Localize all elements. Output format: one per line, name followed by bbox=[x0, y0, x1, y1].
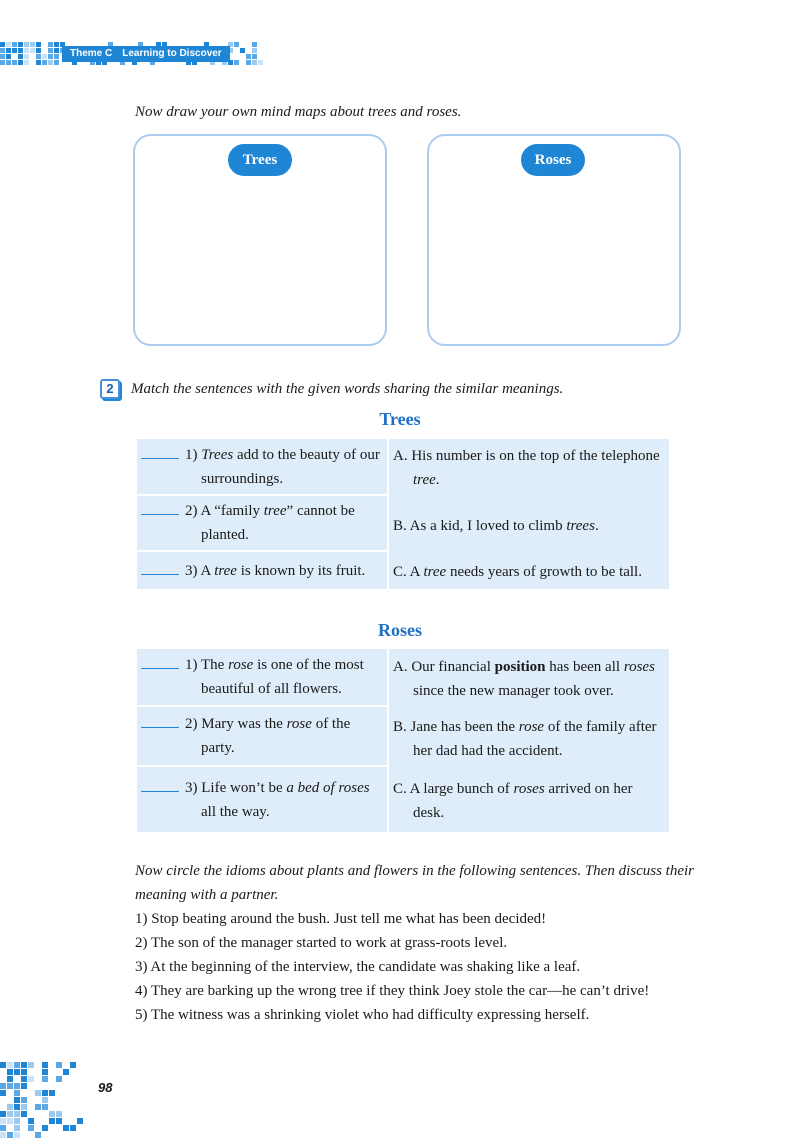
pixel-tile bbox=[24, 42, 29, 47]
pixel-tile bbox=[48, 42, 53, 47]
header-title: Learning to Discover bbox=[122, 48, 222, 59]
pixel-tile bbox=[0, 42, 5, 47]
answer-blank[interactable] bbox=[141, 727, 179, 728]
pixel-tile bbox=[42, 1125, 48, 1131]
pixel-tile bbox=[54, 60, 59, 65]
pixel-tile bbox=[28, 1125, 34, 1131]
table-row bbox=[137, 439, 669, 495]
pixel-tile bbox=[28, 1076, 34, 1082]
mindmap-instruction: Now draw your own mind maps about trees and roses. bbox=[135, 104, 462, 120]
roses-sentence-3: 3) Life won’t be a bed of roses all the way. bbox=[137, 766, 388, 832]
pixel-tile bbox=[252, 48, 257, 53]
pixel-tile bbox=[6, 54, 11, 59]
pixel-tile bbox=[42, 1076, 48, 1082]
pixel-tile bbox=[49, 1090, 55, 1096]
pixel-tile bbox=[48, 48, 53, 53]
pixel-tile bbox=[240, 48, 245, 53]
pixel-tile bbox=[63, 1069, 69, 1075]
pixel-tile bbox=[24, 54, 29, 59]
pixel-tile bbox=[252, 54, 257, 59]
pixel-tile bbox=[42, 60, 47, 65]
pixel-tile bbox=[24, 60, 29, 65]
pixel-tile bbox=[0, 1118, 6, 1124]
pixel-tile bbox=[35, 1104, 41, 1110]
pixel-tile bbox=[12, 42, 17, 47]
pixel-tile bbox=[14, 1090, 20, 1096]
pixel-tile bbox=[14, 1083, 20, 1089]
pixel-tile bbox=[21, 1097, 27, 1103]
pixel-tile bbox=[49, 1111, 55, 1117]
roses-match-table bbox=[137, 649, 669, 832]
header-label bbox=[62, 46, 230, 62]
answer-blank[interactable] bbox=[141, 791, 179, 792]
pixel-tile bbox=[14, 1097, 20, 1103]
pixel-tile bbox=[24, 48, 29, 53]
pixel-tile bbox=[6, 48, 11, 53]
pixel-tile bbox=[7, 1118, 13, 1124]
pixel-tile bbox=[252, 60, 257, 65]
trees-options: A. His number is on the top of the telephone tree. B. As a kid, I loved to climb trees. C. A tree needs years of growth to be tall. bbox=[388, 439, 669, 589]
pixel-tile bbox=[7, 1104, 13, 1110]
header-theme: Theme C bbox=[70, 48, 113, 59]
exercise-instruction: Match the sentences with the given words sharing the similar meanings. bbox=[131, 381, 564, 397]
pixel-tile bbox=[246, 60, 251, 65]
pixel-tile bbox=[7, 1132, 13, 1138]
pixel-tile bbox=[0, 1062, 6, 1068]
pixel-tile bbox=[36, 60, 41, 65]
pixel-tile bbox=[35, 1090, 41, 1096]
pixel-tile bbox=[36, 48, 41, 53]
trees-match-table bbox=[137, 439, 669, 589]
trees-sentence-2: 2) A “family tree” cannot be planted. bbox=[137, 495, 388, 551]
pixel-tile bbox=[12, 48, 17, 53]
footer-pixel-band bbox=[0, 1062, 100, 1138]
roses-section-title: Roses bbox=[378, 620, 422, 640]
pixel-tile bbox=[42, 54, 47, 59]
pixel-tile bbox=[0, 1083, 6, 1089]
pixel-tile bbox=[7, 1062, 13, 1068]
trees-sentence-3: 3) A tree is known by its fruit. bbox=[137, 551, 388, 589]
page-number: 98 bbox=[98, 1080, 113, 1095]
pixel-tile bbox=[36, 54, 41, 59]
trees-pill: Trees bbox=[228, 144, 292, 176]
answer-blank[interactable] bbox=[141, 514, 179, 515]
pixel-tile bbox=[48, 60, 53, 65]
pixel-tile bbox=[56, 1062, 62, 1068]
pixel-tile bbox=[28, 1062, 34, 1068]
pixel-tile bbox=[0, 1132, 6, 1138]
answer-blank[interactable] bbox=[141, 574, 179, 575]
pixel-tile bbox=[0, 1111, 6, 1117]
roses-options: A. Our financial position has been all roses since the new manager took over. B. Jane has been the rose of the family after her dad had the accident. C. A large bunch of roses arrived on her desk. bbox=[388, 649, 669, 832]
pixel-tile bbox=[234, 60, 239, 65]
trees-section-title: Trees bbox=[379, 409, 421, 429]
pixel-tile bbox=[234, 42, 239, 47]
list-item: 2) The son of the manager started to work at grass-roots level. bbox=[135, 935, 508, 951]
pixel-tile bbox=[6, 60, 11, 65]
pixel-tile bbox=[70, 1125, 76, 1131]
list-item: 5) The witness was a shrinking violet who had difficulty expressing herself. bbox=[135, 1007, 590, 1023]
pixel-tile bbox=[0, 1125, 6, 1131]
pixel-tile bbox=[42, 1069, 48, 1075]
pixel-tile bbox=[54, 54, 59, 59]
pixel-tile bbox=[7, 1083, 13, 1089]
pixel-tile bbox=[30, 48, 35, 53]
pixel-tile bbox=[21, 1076, 27, 1082]
roses-sentence-2: 2) Mary was the rose of the party. bbox=[137, 706, 388, 766]
pixel-tile bbox=[246, 54, 251, 59]
pixel-tile bbox=[48, 54, 53, 59]
pixel-tile bbox=[28, 1118, 34, 1124]
pixel-tile bbox=[14, 1069, 20, 1075]
exercise-number-badge: 2 bbox=[100, 379, 120, 399]
pixel-tile bbox=[56, 1076, 62, 1082]
pixel-tile bbox=[42, 1097, 48, 1103]
pixel-tile bbox=[21, 1062, 27, 1068]
list-item: 4) They are barking up the wrong tree if they think Joey stole the car—he can’t drive! bbox=[135, 983, 650, 999]
pixel-tile bbox=[18, 42, 23, 47]
pixel-tile bbox=[18, 60, 23, 65]
pixel-tile bbox=[21, 1111, 27, 1117]
pixel-tile bbox=[42, 1090, 48, 1096]
trees-sentence-1: 1) Trees add to the beauty of our surroundings. bbox=[137, 439, 388, 495]
pixel-tile bbox=[18, 48, 23, 53]
pixel-tile bbox=[14, 1125, 20, 1131]
pixel-tile bbox=[252, 42, 257, 47]
pixel-tile bbox=[14, 1104, 20, 1110]
answer-blank[interactable] bbox=[141, 458, 179, 459]
answer-blank[interactable] bbox=[141, 668, 179, 669]
pixel-tile bbox=[42, 1062, 48, 1068]
pixel-tile bbox=[0, 48, 5, 53]
pixel-tile bbox=[54, 48, 59, 53]
pixel-tile bbox=[56, 1118, 62, 1124]
pixel-tile bbox=[14, 1062, 20, 1068]
pixel-tile bbox=[12, 60, 17, 65]
pixel-tile bbox=[63, 1125, 69, 1131]
list-item: 1) Stop beating around the bush. Just tell me what has been decided! bbox=[135, 911, 547, 927]
pixel-tile bbox=[6, 42, 11, 47]
pixel-tile bbox=[0, 54, 5, 59]
pixel-tile bbox=[18, 54, 23, 59]
pixel-tile bbox=[35, 1132, 41, 1138]
roses-sentence-1: 1) The rose is one of the most beautiful of all flowers. bbox=[137, 649, 388, 706]
idioms-section bbox=[135, 859, 735, 1027]
pixel-tile bbox=[70, 1062, 76, 1068]
roses-pill: Roses bbox=[521, 144, 585, 176]
pixel-tile bbox=[21, 1069, 27, 1075]
pixel-tile bbox=[14, 1111, 20, 1117]
pixel-tile bbox=[7, 1111, 13, 1117]
idioms-instruction: Now circle the idioms about plants and flowers in the following sentences. Then discuss their meaning with a partner. bbox=[135, 863, 694, 903]
pixel-tile bbox=[21, 1104, 27, 1110]
pixel-tile bbox=[14, 1132, 20, 1138]
pixel-tile bbox=[36, 42, 41, 47]
pixel-tile bbox=[21, 1083, 27, 1089]
pixel-tile bbox=[54, 42, 59, 47]
table-row bbox=[137, 649, 669, 706]
pixel-tile bbox=[258, 60, 263, 65]
pixel-tile bbox=[30, 42, 35, 47]
pixel-tile bbox=[14, 1118, 20, 1124]
list-item: 3) At the beginning of the interview, the candidate was shaking like a leaf. bbox=[135, 959, 581, 975]
pixel-tile bbox=[7, 1076, 13, 1082]
pixel-tile bbox=[49, 1118, 55, 1124]
pixel-tile bbox=[0, 60, 5, 65]
pixel-tile bbox=[7, 1069, 13, 1075]
pixel-tile bbox=[0, 1090, 6, 1096]
pixel-tile bbox=[77, 1118, 83, 1124]
pixel-tile bbox=[56, 1111, 62, 1117]
pixel-tile bbox=[42, 1104, 48, 1110]
